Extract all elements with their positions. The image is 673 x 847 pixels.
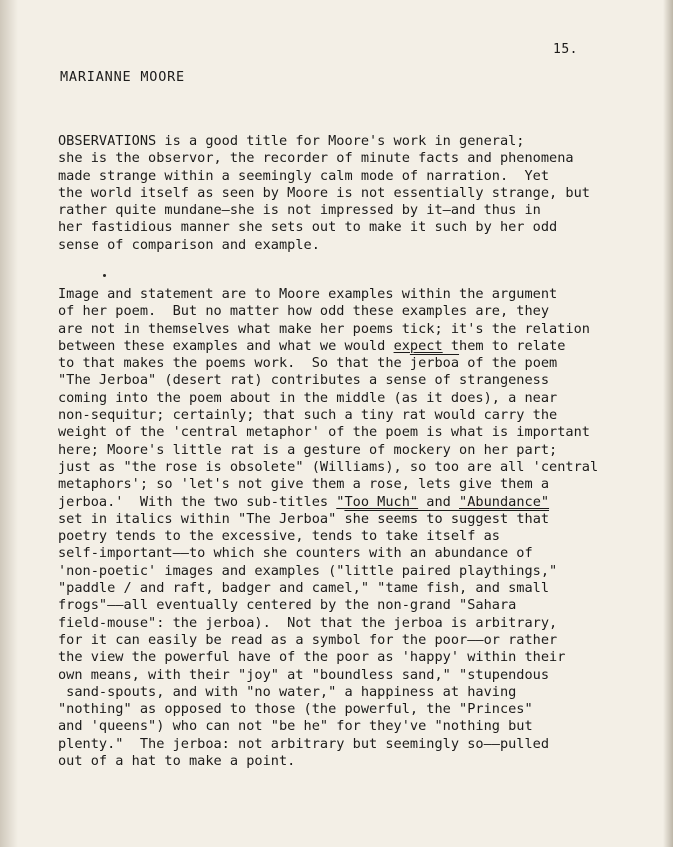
text-line: "nothing" as opposed to those (the powerful, the "Princes" — [58, 701, 533, 718]
text-line: Image and statement are to Moore examples within the argument — [58, 286, 558, 302]
text-line: sand-spouts, and with "no water," a happiness at having — [58, 683, 517, 700]
text-line: between these examples and what we would expect them to relate — [58, 337, 566, 354]
text-line: self-important——to which she counters with an abundance of — [58, 545, 533, 562]
text-line: "paddle / and raft, badger and camel," "tame fish, and small — [58, 580, 550, 597]
text-line: field-mouse": the jerboa). Not that the jerboa is arbitrary, — [58, 614, 558, 631]
text-line: her fastidious manner she sets out to make it such by her odd — [58, 219, 558, 236]
page-gutter-shadow — [0, 0, 18, 847]
underlined-title-abundance: "Abundance" — [459, 493, 550, 510]
text-line: made strange within a seemingly calm mode of narration. Yet — [58, 167, 550, 184]
text-line: for it can easily be read as a symbol for the poor——or rather — [58, 631, 558, 648]
text-line: poetry tends to the excessive, tends to take itself as — [58, 528, 500, 545]
text-line: non-sequitur; certainly; that such a tiny rat would carry the — [58, 407, 558, 424]
text-line: set in italics within "The Jerboa" she seems to suggest that — [58, 510, 550, 527]
text-line: own means, with their "joy" at "boundless sand," "stupendous — [58, 666, 550, 683]
overlined-word-jerboa: jerboa — [409, 355, 460, 372]
text-line: out of a hat to make a point. — [58, 753, 296, 770]
text-line: weight of the 'central metaphor' of the poem is what is important — [58, 424, 590, 441]
text-line: the world itself as seen by Moore is not essentially strange, but — [58, 184, 590, 201]
text-line: frogs"——all eventually centered by the non-grand "Sahara — [58, 597, 517, 614]
text-line: are not in themselves what make her poems tick; it's the relation — [58, 320, 590, 337]
text-line: plenty." The jerboa: not arbitrary but seemingly so——pulled — [58, 735, 550, 752]
text-line: coming into the poem about in the middle (as it does), a near — [58, 389, 558, 406]
text-line: OBSERVATIONS is a good title for Moore's work in general; — [58, 133, 525, 149]
text-line: she is the observor, the recorder of minute facts and phenomena — [58, 150, 574, 167]
text-line: rather quite mundane—she is not impressed by it—and thus in — [58, 202, 541, 219]
text-line: just as "the rose is obsolete" (Williams), so too are all 'central — [58, 458, 599, 475]
running-head: MARIANNE MOORE — [60, 69, 185, 85]
paragraph-observations — [58, 133, 590, 254]
text-line: "The Jerboa" (desert rat) contributes a sense of strangeness — [58, 372, 550, 389]
text-line: jerboa.' With the two sub-titles "Too Much" and "Abundance" — [58, 493, 550, 510]
text-line: metaphors'; so 'let's not give them a rose, lets give them a — [58, 476, 550, 493]
marked-phrase-she-seems: she seems to suggest that — [344, 510, 550, 527]
page-edge-shadow — [663, 0, 673, 847]
paragraph-image-and-statement — [58, 286, 598, 770]
text-line: and 'queens") who can not "be he" for they've "nothing but — [58, 718, 533, 735]
underlined-title-too-much: "Too Much" — [336, 493, 419, 510]
ink-mark — [103, 274, 106, 277]
text-line: of her poem. But no matter how odd these examples are, they — [58, 303, 550, 320]
page-number: 15. — [553, 42, 578, 57]
text-line: 'non-poetic' images and examples ("little paired playthings," — [58, 562, 558, 579]
text-line: here; Moore's little rat is a gesture of mockery on her part; — [58, 441, 558, 458]
text-line: to that makes the poems work. So that the jerboa of the poem — [58, 355, 558, 372]
underlined-word-expect: expect — [393, 337, 443, 354]
text-line: sense of comparison and example. — [58, 236, 320, 253]
text-line: the view the powerful have of the poor as 'happy' within their — [58, 649, 566, 666]
